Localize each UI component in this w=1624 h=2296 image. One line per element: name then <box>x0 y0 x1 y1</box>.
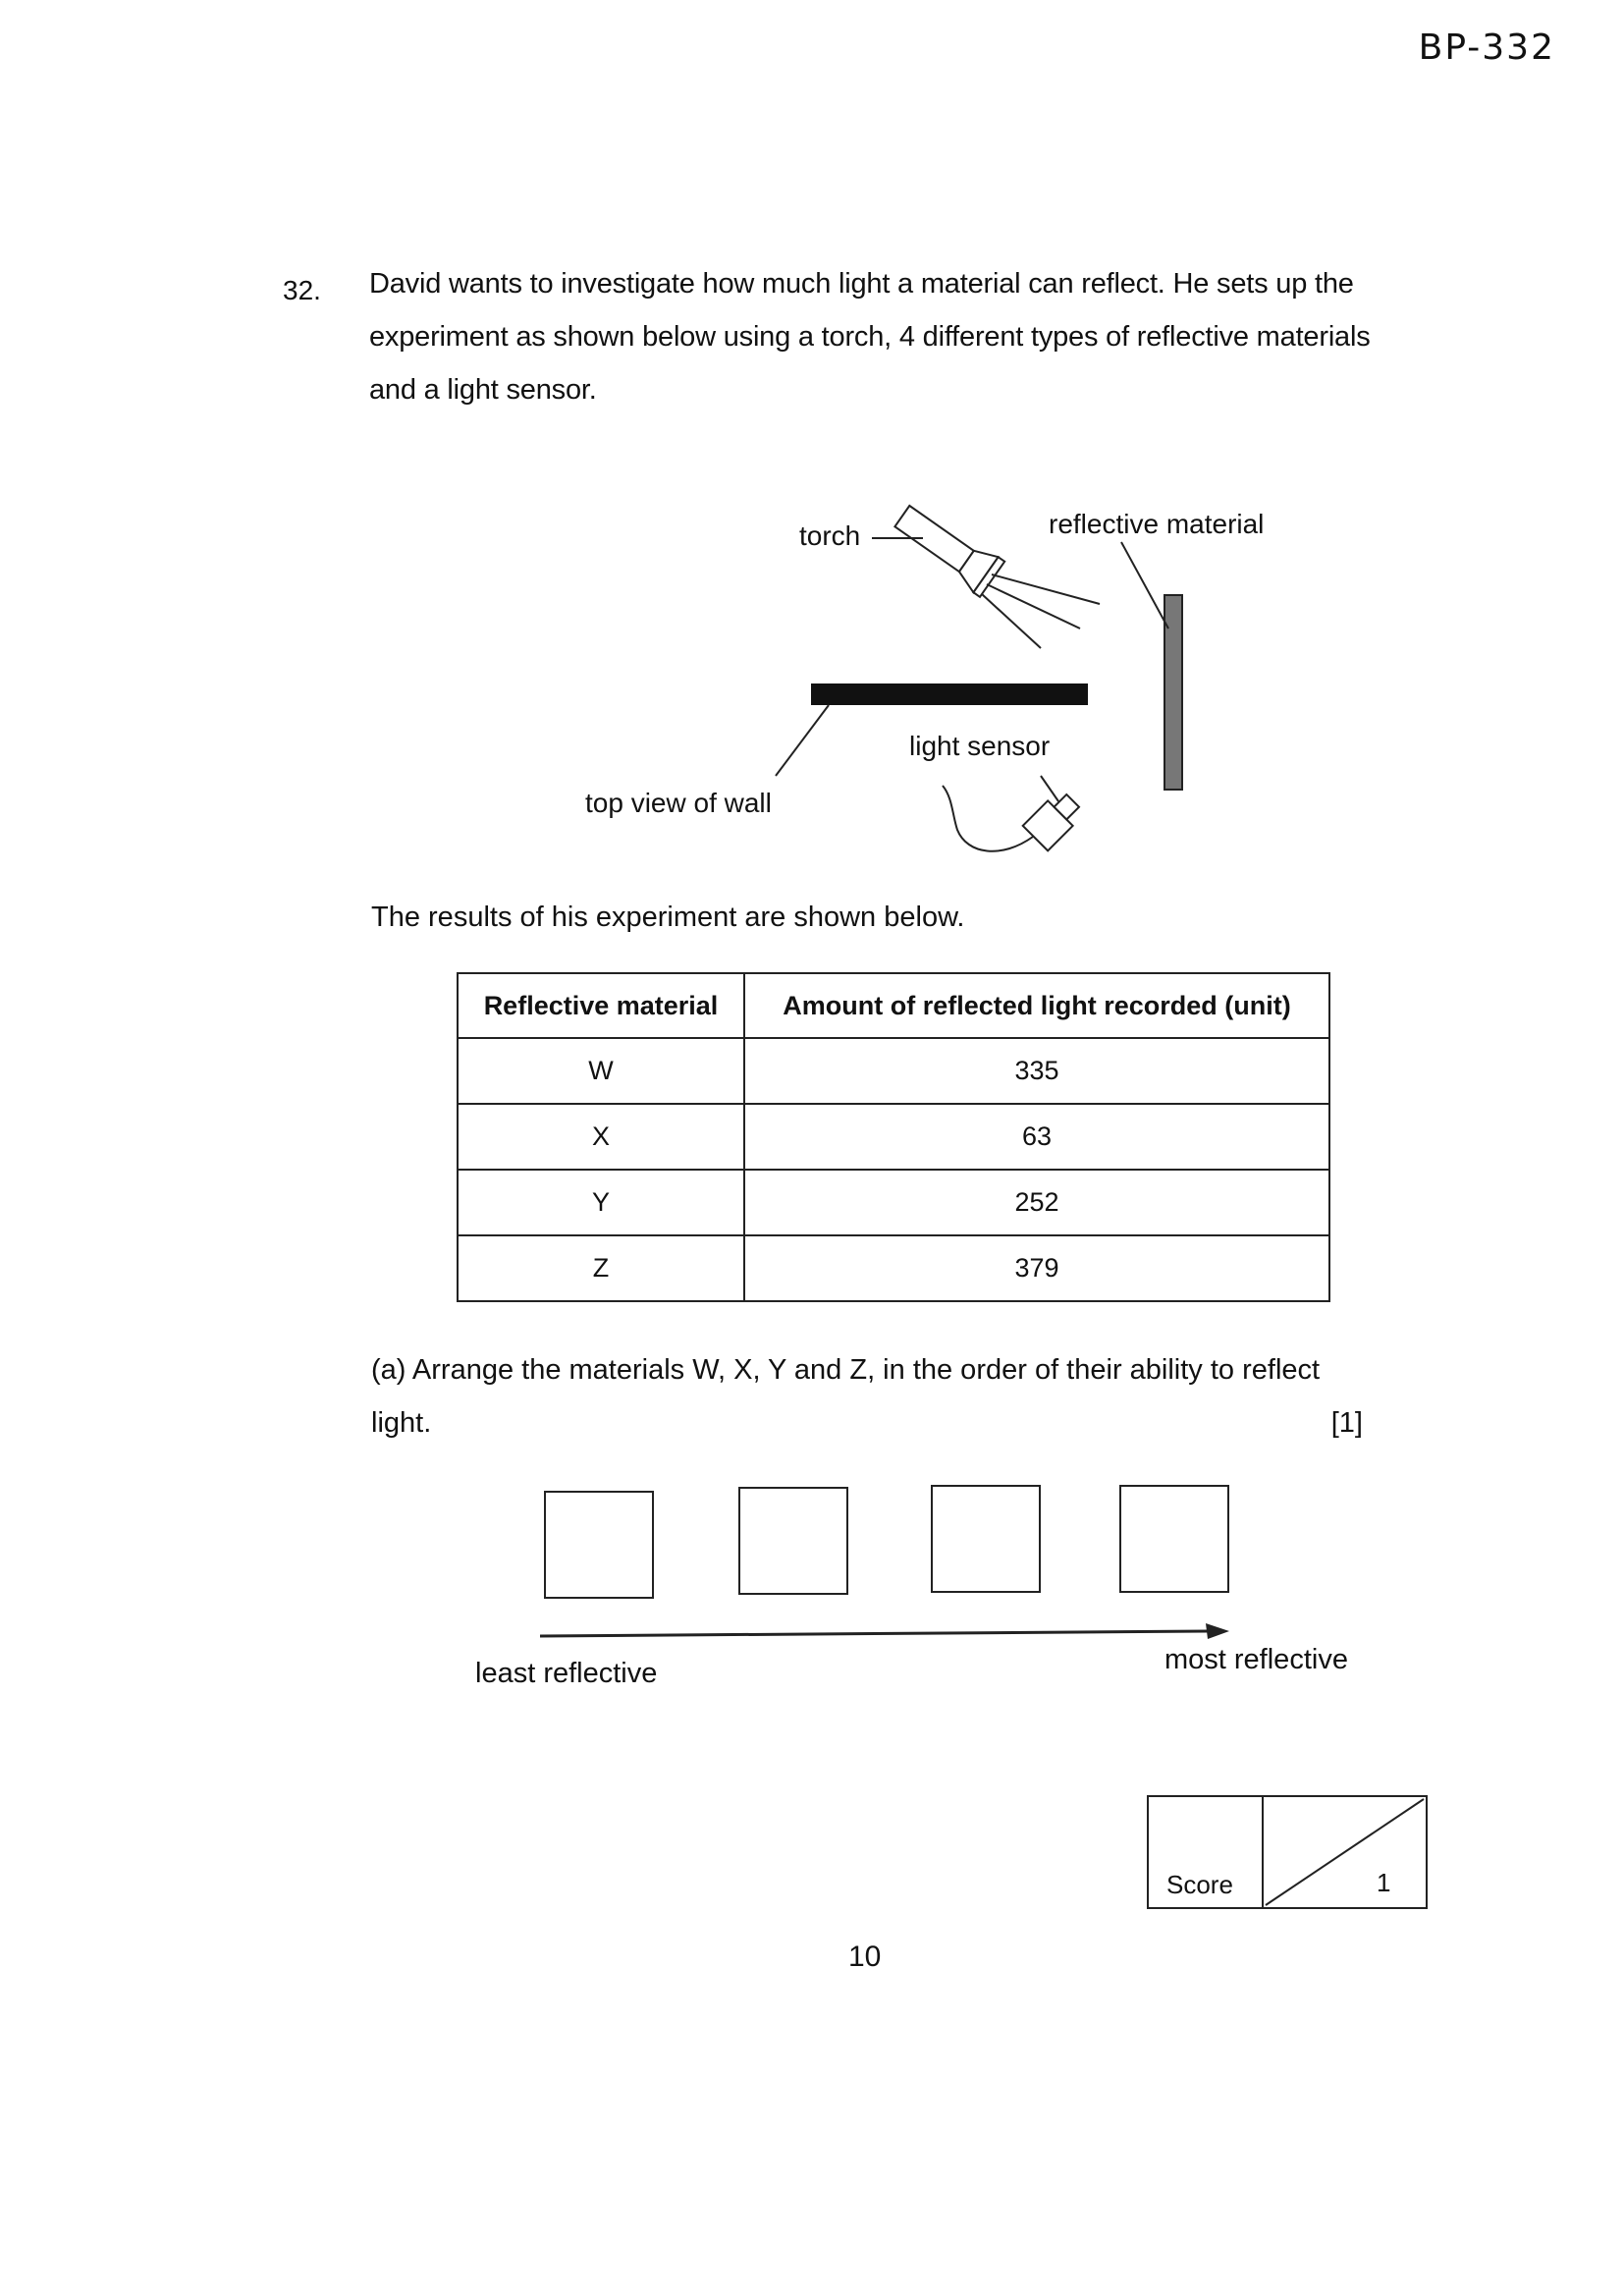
light-sensor-label: light sensor <box>909 731 1051 761</box>
answer-box-3[interactable] <box>931 1485 1041 1593</box>
experiment-diagram <box>0 0 1624 884</box>
wall-label: top view of wall <box>585 788 772 818</box>
wall-top-view <box>811 683 1088 705</box>
amount-cell: 252 <box>744 1170 1329 1235</box>
part-a-text: Arrange the materials W, X, Y and Z, in the order of their ability to reflect light. <box>371 1354 1321 1439</box>
light-sensor-icon <box>943 786 1085 851</box>
material-cell: Z <box>458 1235 744 1301</box>
reflective-material-label: reflective material <box>1049 509 1265 539</box>
answer-box-1[interactable] <box>544 1491 654 1599</box>
paper-code: BP-332 <box>1418 27 1555 68</box>
amount-cell: 63 <box>744 1104 1329 1170</box>
material-cell: Y <box>458 1170 744 1235</box>
part-a <box>371 1343 1363 1449</box>
most-reflective-label: most reflective <box>1164 1644 1348 1675</box>
table-row <box>458 1038 1329 1104</box>
score-label: Score <box>1166 1870 1233 1899</box>
part-a-marks: [1] <box>1330 1407 1363 1439</box>
least-reflective-label: least reflective <box>475 1658 658 1689</box>
score-box <box>1147 1795 1428 1909</box>
table-header-row <box>458 973 1329 1038</box>
wall-pointer <box>776 705 829 776</box>
light-sensor-pointer <box>1041 776 1058 801</box>
question-number: 32. <box>283 275 321 305</box>
amount-cell: 335 <box>744 1038 1329 1104</box>
table-row <box>458 1170 1329 1235</box>
results-intro: The results of his experiment are shown below. <box>371 902 965 933</box>
torch-label: torch <box>799 520 861 551</box>
reflectivity-arrow <box>530 1618 1237 1648</box>
header-amount: Amount of reflected light recorded (unit) <box>744 973 1329 1038</box>
answer-box-2[interactable] <box>738 1487 848 1595</box>
score-diagonal <box>1264 1797 1426 1907</box>
results-table <box>457 972 1330 1302</box>
question-text: David wants to investigate how much light a material can reflect. He sets up the experiment as shown below using a torch, 4 different types of reflective materials and a light sensor. <box>369 268 1371 406</box>
reflective-material-pointer <box>1121 542 1168 629</box>
answer-box-4[interactable] <box>1119 1485 1229 1593</box>
material-cell: W <box>458 1038 744 1104</box>
table-row <box>458 1104 1329 1170</box>
page-number: 10 <box>848 1941 882 1973</box>
header-material: Reflective material <box>458 973 744 1038</box>
score-out-of: 1 <box>1377 1868 1391 1897</box>
part-a-label: (a) <box>371 1354 406 1386</box>
material-cell: X <box>458 1104 744 1170</box>
amount-cell: 379 <box>744 1235 1329 1301</box>
table-row <box>458 1235 1329 1301</box>
